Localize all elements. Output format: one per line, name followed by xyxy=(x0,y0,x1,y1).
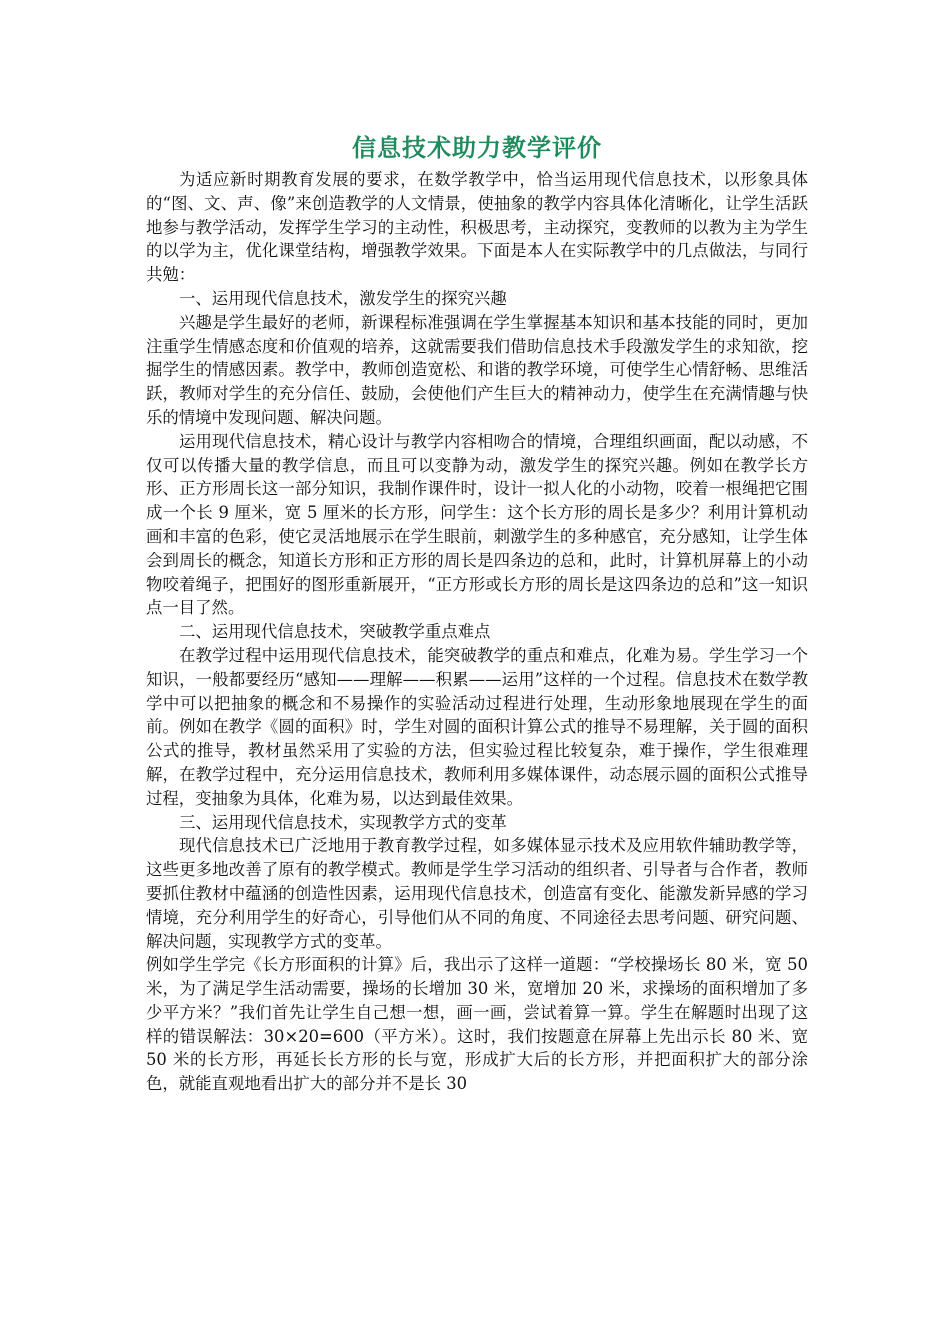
document-title: 信息技术助力教学评价 xyxy=(352,133,602,162)
section-1-paragraph-2: 运用现代信息技术，精心设计与教学内容相吻合的情境，合理组织画面，配以动感，不仅可以传播大量的教学信息，而且可以变静为动，激发学生的探究兴趣。例如在教学长方形、正方形周长这一部分知识，我制作课件时，设计一拟人化的小动物，咬着一根绳把它围成一个长 9 厘米，宽 5 厘米的长方形，问学生：这个长方形的周长是多少？利用计算机动画和丰富的色彩，使它灵活地展示在学生眼前，刺激学生的多种感官，充分感知，让学生体会到周长的概念，知道长方形和正方形的周长是四条边的总和，此时，计算机屏幕上的小动物咬着绳子，把围好的图形重新展开，“正方形或长方形的周长是这四条边的总和”这一知识点一目了然。 xyxy=(146,431,808,618)
section-3-paragraph-1: 现代信息技术已广泛地用于教育教学过程，如多媒体显示技术及应用软件辅助教学等，这些更多地改善了原有的教学模式。教师是学生学习活动的组织者、引导者与合作者，教师要抓住教材中蕴涵的创造性因素，运用现代信息技术，创造富有变化、能激发新异感的学习情境，充分利用学生的好奇心，引导他们从不同的角度、不同途径去思考问题、研究问题、解决问题，实现教学方式的变革。 xyxy=(146,836,808,951)
section-2-paragraph-1: 在教学过程中运用现代信息技术，能突破教学的重点和难点，化难为易。学生学习一个知识，一般都要经历“感知——理解——积累——运用”这样的一个过程。信息技术在数学教学中可以把抽象的概念和不易操作的实验活动过程进行处理，生动形象地展现在学生的面前。例如在教学《圆的面积》时，学生对圆的面积计算公式的推导不易理解，关于圆的面积公式的推导，教材虽然采用了实验的方法，但实验过程比较复杂，难于操作，学生很难理解，在教学过程中，充分运用信息技术，教师利用多媒体课件，动态展示圆的面积公式推导过程，变抽象为具体，化难为易，以达到最佳效果。 xyxy=(146,645,808,808)
section-heading-1: 一、运用现代信息技术，激发学生的探究兴趣 xyxy=(179,288,507,308)
section-heading-3: 三、运用现代信息技术，实现教学方式的变革 xyxy=(179,812,507,832)
document-page xyxy=(146,128,808,1096)
section-3-paragraph-2: 例如学生学完《长方形面积的计算》后，我出示了这样一道题：“学校操场长 80 米，宽 50 米，为了满足学生活动需要，操场的长增加 30 米，宽增加 20 米，求操场的面积增加了多少平方米？”我们首先让学生自己想一想，画一画，尝试着算一算。学生在解题时出现了这样的错误解法：30×20=600（平方米）。这时，我们按题意在屏幕上先出示长 80 米、宽 50 米的长方形，再延长长方形的长与宽，形成扩大后的长方形，并把面积扩大的部分涂色，就能直观地看出扩大的部分并不是长 30 xyxy=(146,955,808,1094)
section-1-paragraph-1: 兴趣是学生最好的老师，新课程标准强调在学生掌握基本知识和基本技能的同时，更加注重学生情感态度和价值观的培养，这就需要我们借助信息技术手段激发学生的求知欲，挖掘学生的情感因素。教学中，教师创造宽松、和谐的教学环境，可使学生心情舒畅、思维活跃，教师对学生的充分信任、鼓励，会使他们产生巨大的精神动力，使学生在充满情趣与快乐的情境中发现问题、解决问题。 xyxy=(146,312,808,427)
intro-paragraph: 为适应新时期教育发展的要求，在数学教学中，恰当运用现代信息技术，以形象具体的“图、文、声、像”来创造教学的人文情景，使抽象的教学内容具体化清晰化，让学生活跃地参与教学活动，发挥学生学习的主动性，积极思考，主动探究，变教师的以教为主为学生的以学为主，优化课堂结构，增强教学效果。下面是本人在实际教学中的几点做法，与同行共勉： xyxy=(146,170,808,285)
section-heading-2: 二、运用现代信息技术，突破教学重点难点 xyxy=(179,622,491,642)
